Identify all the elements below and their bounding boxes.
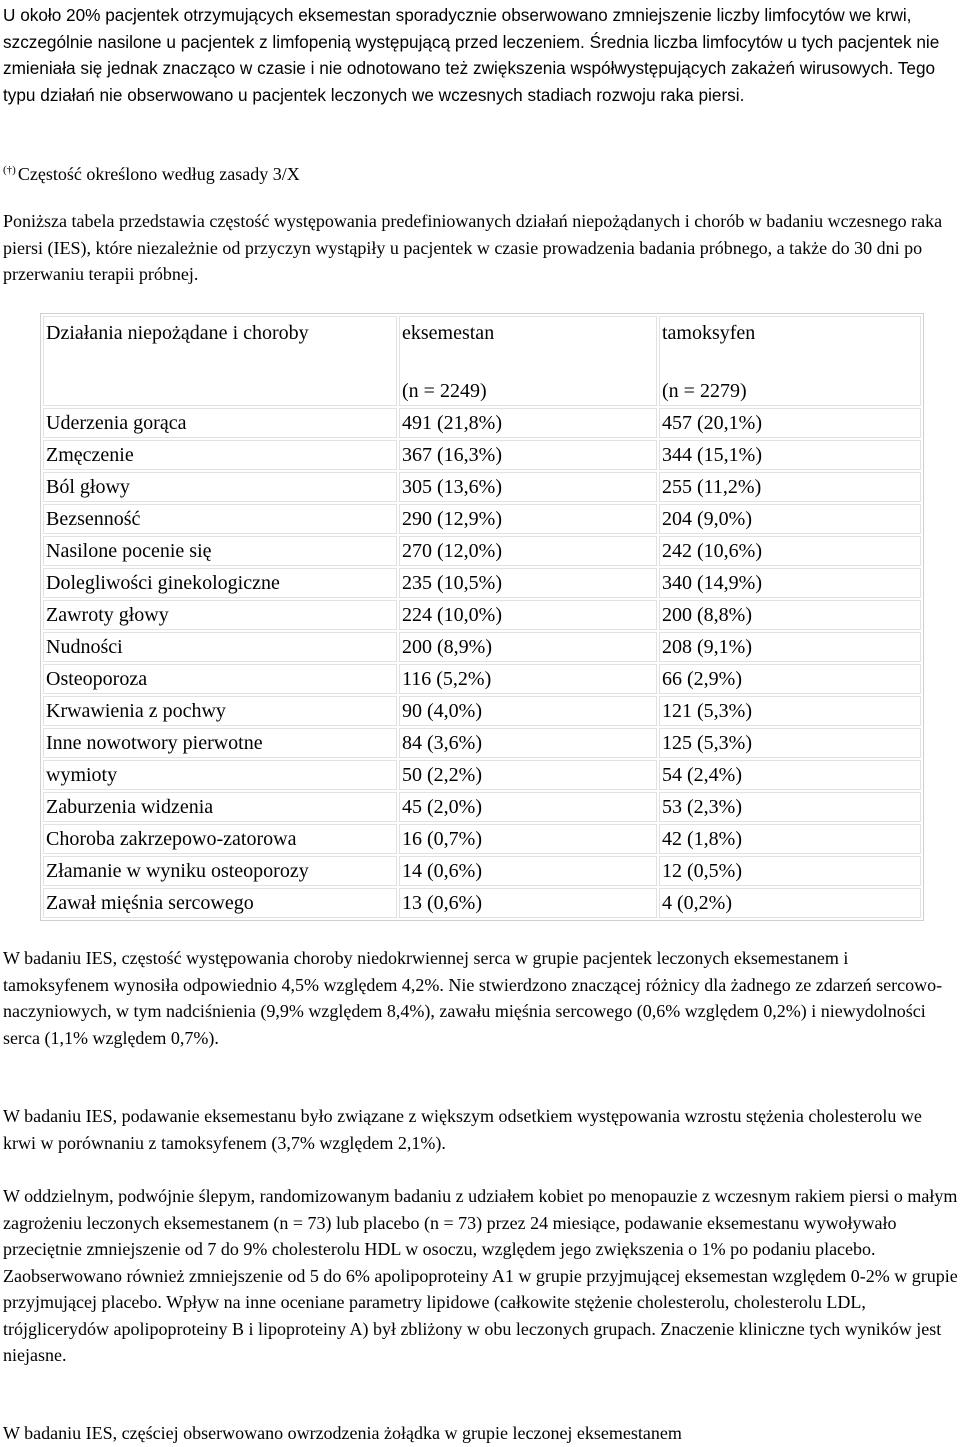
cell-tamoxifen: 125 (5,3%) [659, 728, 921, 758]
cell-exemestane: 235 (10,5%) [399, 568, 657, 598]
cell-tamoxifen: 54 (2,4%) [659, 760, 921, 790]
cell-event: Krwawienia z pochwy [43, 696, 397, 726]
cell-event: wymioty [43, 760, 397, 790]
cell-event: Nasilone pocenie się [43, 536, 397, 566]
footnote-marker: (†) [3, 164, 16, 176]
cell-exemestane: 50 (2,2%) [399, 760, 657, 790]
cell-exemestane: 367 (16,3%) [399, 440, 657, 470]
cell-exemestane: 305 (13,6%) [399, 472, 657, 502]
cell-exemestane: 491 (21,8%) [399, 408, 657, 438]
cell-tamoxifen: 200 (8,8%) [659, 600, 921, 630]
cell-exemestane: 84 (3,6%) [399, 728, 657, 758]
cell-exemestane: 90 (4,0%) [399, 696, 657, 726]
cell-exemestane: 13 (0,6%) [399, 888, 657, 918]
cell-exemestane: 270 (12,0%) [399, 536, 657, 566]
cell-event: Inne nowotwory pierwotne [43, 728, 397, 758]
header-tamoxifen: tamoksyfen (n = 2279) [659, 316, 921, 406]
cell-tamoxifen: 66 (2,9%) [659, 664, 921, 694]
table-row [43, 600, 921, 630]
cholesterol-paragraph: W badaniu IES, podawanie eksemestanu było związane z większym odsetkiem występowania wzrostu stężenia cholesterolu we krwi w porównaniu z tamoksyfenem (3,7% względem 2,1%). [3, 1106, 922, 1153]
cell-exemestane: 45 (2,0%) [399, 792, 657, 822]
cell-tamoxifen: 12 (0,5%) [659, 856, 921, 886]
table-row [43, 536, 921, 566]
table-row [43, 888, 921, 918]
cell-tamoxifen: 208 (9,1%) [659, 632, 921, 662]
table-row [43, 728, 921, 758]
header-events: Działania niepożądane i choroby [43, 316, 397, 406]
last-paragraph: W badaniu IES, częściej obserwowano owrzodzenia żołądka w grupie leczonej eksemestanem [3, 1423, 682, 1443]
cell-exemestane: 16 (0,7%) [399, 824, 657, 854]
cell-tamoxifen: 204 (9,0%) [659, 504, 921, 534]
footnote [3, 157, 958, 188]
cell-tamoxifen: 4 (0,2%) [659, 888, 921, 918]
cell-event: Zawał mięśnia sercowego [43, 888, 397, 918]
header-exemestane: eksemestan (n = 2249) [399, 316, 657, 406]
cell-event: Zaburzenia widzenia [43, 792, 397, 822]
cell-tamoxifen: 53 (2,3%) [659, 792, 921, 822]
table-row [43, 568, 921, 598]
table-header-row [43, 316, 921, 406]
cardiac-paragraph: W badaniu IES, częstość występowania choroby niedokrwiennej serca w grupie pacjentek leczonych eksemestanem i tamoksyfenem wynosiła odpowiednio 4,5% względem 4,2%. Nie stwierdzono znaczącej różnicy dla żadnego ze zdarzeń sercowo-naczyniowych, w tym nadciśnienia (9,9% względem 8,4%), zawału mięśnia sercowego (0,6% względem 0,2%) i niewydolności serca (1,1% względem 0,7%). [3, 948, 943, 1048]
table-row [43, 440, 921, 470]
table-row [43, 664, 921, 694]
table-row [43, 472, 921, 502]
cell-event: Bezsenność [43, 504, 397, 534]
cell-event: Zmęczenie [43, 440, 397, 470]
cell-event: Osteoporoza [43, 664, 397, 694]
table-intro-paragraph: Poniższa tabela przedstawia częstość występowania predefiniowanych działań niepożądanych i chorób w badaniu wczesnego raka piersi (IES), które niezależnie od przyczyn wystąpiły u pacjentek w czasie prowadzenia badania próbnego, a także do 30 dni po przerwaniu terapii próbnej. [3, 211, 943, 284]
cell-event: Zawroty głowy [43, 600, 397, 630]
table-row [43, 504, 921, 534]
cell-tamoxifen: 340 (14,9%) [659, 568, 921, 598]
cell-tamoxifen: 457 (20,1%) [659, 408, 921, 438]
cell-event: Uderzenia gorąca [43, 408, 397, 438]
cell-event: Ból głowy [43, 472, 397, 502]
cell-tamoxifen: 242 (10,6%) [659, 536, 921, 566]
cell-exemestane: 290 (12,9%) [399, 504, 657, 534]
table-row [43, 696, 921, 726]
cell-exemestane: 224 (10,0%) [399, 600, 657, 630]
cell-exemestane: 14 (0,6%) [399, 856, 657, 886]
table-row [43, 760, 921, 790]
cell-exemestane: 116 (5,2%) [399, 664, 657, 694]
table-row [43, 824, 921, 854]
table-row [43, 632, 921, 662]
cell-event: Złamanie w wyniku osteoporozy [43, 856, 397, 886]
cell-event: Nudności [43, 632, 397, 662]
footnote-text: Częstość określono według zasady 3/X [17, 164, 300, 184]
cell-tamoxifen: 42 (1,8%) [659, 824, 921, 854]
table-row [43, 408, 921, 438]
adverse-events-table [40, 313, 924, 921]
table-row [43, 856, 921, 886]
cell-exemestane: 200 (8,9%) [399, 632, 657, 662]
cell-tamoxifen: 344 (15,1%) [659, 440, 921, 470]
table-row [43, 792, 921, 822]
lipids-paragraph: W oddzielnym, podwójnie ślepym, randomizowanym badaniu z udziałem kobiet po menopauzie z wczesnym rakiem piersi o małym zagrożeniu leczonych eksemestanem (n = 73) lub placebo (n = 73) przez 24 miesiące, podawanie eksemestanu wywoływało przeciętnie zmniejszenie od 7 do 9% cholesterolu HDL w osoczu, względem jego zwiększenia o 1% po podaniu placebo. Zaobserwowano również zmniejszenie od 5 do 6% apolipoproteiny A1 w grupie przyjmującej eksemestan względem 0-2% w grupie przyjmującej placebo. Wpływ na inne oceniane parametry lipidowe (całkowite stężenie cholesterolu, cholesterolu LDL, trójglicerydów apolipoproteiny B i lipoproteiny A) był zbliżony w obu leczonych grupach. Znaczenie kliniczne tych wyników jest niejasne. [3, 1186, 958, 1365]
cell-event: Dolegliwości ginekologiczne [43, 568, 397, 598]
cell-event: Choroba zakrzepowo-zatorowa [43, 824, 397, 854]
cell-tamoxifen: 121 (5,3%) [659, 696, 921, 726]
intro-paragraph: U około 20% pacjentek otrzymujących eksemestan sporadycznie obserwowano zmniejszenie liczby limfocytów we krwi, szczególnie nasilone u pacjentek z limfopenią występującą przed leczeniem. Średnia liczba limfocytów u tych pacjentek nie zmieniała się jednak znacząco w czasie i nie odnotowano też zwiększenia współwystępujących zakażeń wirusowych. Tego typu działań nie obserwowano u pacjentek leczonych we wczesnych stadiach rozwoju raka piersi. [3, 5, 940, 105]
cell-tamoxifen: 255 (11,2%) [659, 472, 921, 502]
